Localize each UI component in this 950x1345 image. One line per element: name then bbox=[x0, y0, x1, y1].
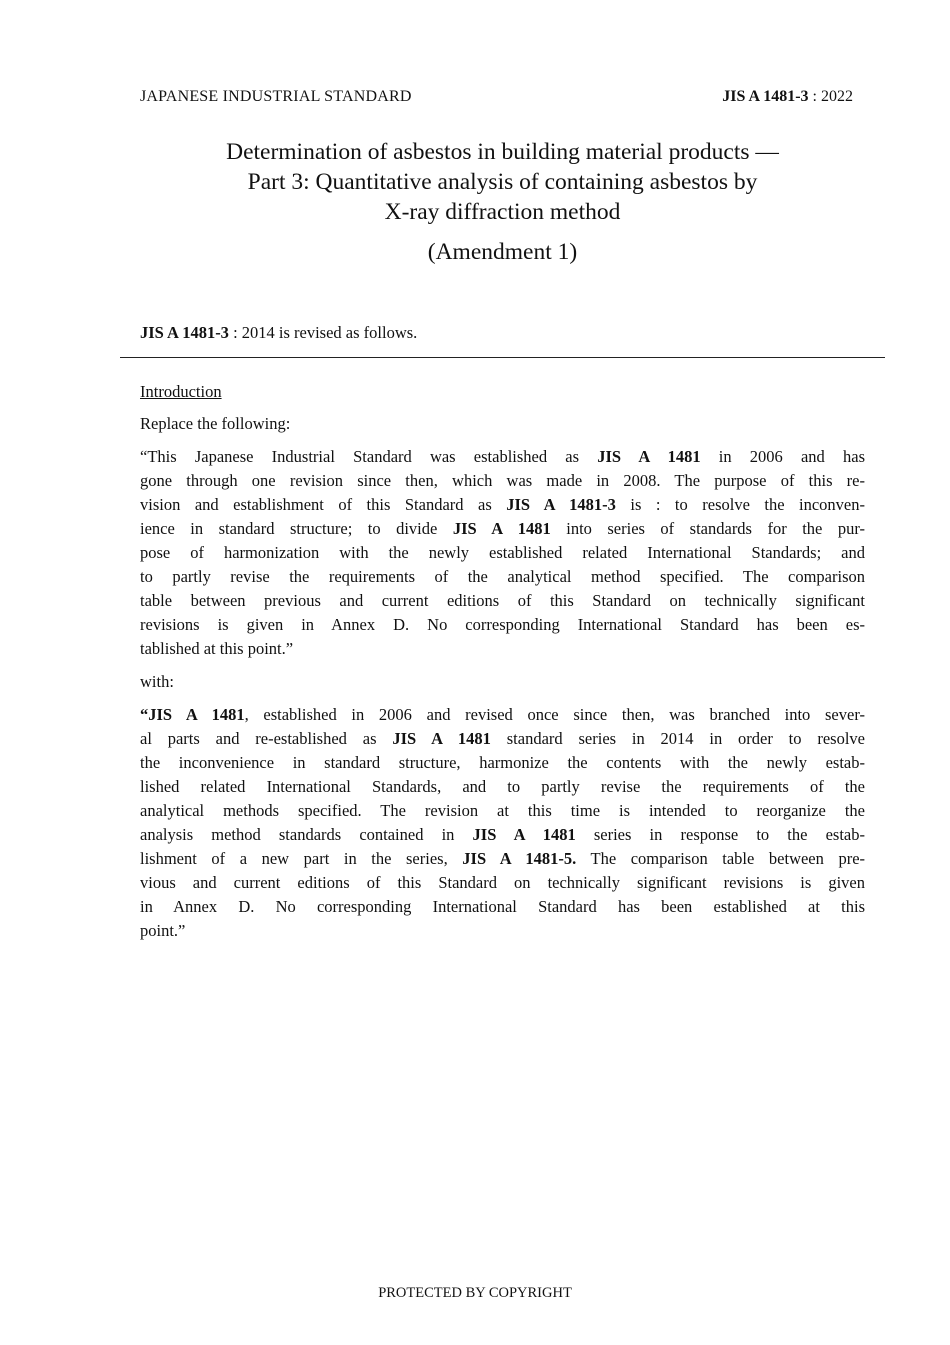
title-line-2: Part 3: Quantitative analysis of containing asbestos by bbox=[247, 169, 758, 195]
text-segment: analytical methods specified. The revision at this time is intended to reorganize the bbox=[140, 801, 865, 820]
text-segment: al parts and re-established as bbox=[140, 729, 393, 748]
revision-note-code: JIS A 1481-3 bbox=[140, 323, 229, 342]
replace-label: Replace the following: bbox=[140, 414, 291, 433]
standard-reference: JIS A 1481-5. bbox=[462, 849, 577, 868]
text-segment: revisions is given in Annex D. No corresponding International Standard has been es- bbox=[140, 615, 865, 634]
text-segment: gone through one revision since then, which was made in 2008. The purpose of this re- bbox=[140, 471, 865, 490]
text-segment: in Annex D. No corresponding International Standard has been established at this bbox=[140, 897, 865, 916]
text-segment: point.” bbox=[140, 921, 186, 940]
old-text-line bbox=[140, 565, 865, 589]
new-text-line bbox=[140, 919, 865, 943]
standard-reference: JIS A 1481 bbox=[472, 825, 576, 844]
standard-reference: JIS A 1481-3 bbox=[506, 495, 616, 514]
new-text-line bbox=[140, 895, 865, 919]
old-text-paragraph bbox=[140, 445, 865, 661]
with-label: with: bbox=[140, 672, 174, 691]
text-segment: lishment of a new part in the series, bbox=[140, 849, 463, 868]
header-year: : 2022 bbox=[808, 88, 853, 105]
new-text-line bbox=[140, 799, 865, 823]
text-segment: table between previous and current editions of this Standard on technically significant bbox=[140, 591, 865, 610]
old-text-line bbox=[140, 469, 865, 493]
old-text-line bbox=[140, 493, 865, 517]
text-segment: The comparison table between pre- bbox=[576, 849, 865, 868]
new-text-line bbox=[140, 703, 865, 727]
text-segment: pose of harmonization with the newly established related International Standards; and bbox=[140, 543, 865, 562]
revision-note bbox=[140, 323, 417, 343]
new-text-paragraph bbox=[140, 703, 865, 943]
old-text-line bbox=[140, 589, 865, 613]
text-segment: in 2006 and has bbox=[700, 447, 865, 466]
section-heading: Introduction bbox=[140, 382, 222, 401]
text-segment: “This Japanese Industrial Standard was established as bbox=[140, 447, 598, 466]
new-text-line bbox=[140, 775, 865, 799]
header-standard-label: JAPANESE INDUSTRIAL STANDARD bbox=[140, 88, 412, 105]
horizontal-divider bbox=[120, 357, 885, 358]
text-segment: ience in standard structure; to divide bbox=[140, 519, 453, 538]
standard-reference: “JIS A 1481 bbox=[140, 705, 245, 724]
text-segment: analysis method standards contained in bbox=[140, 825, 473, 844]
document-title bbox=[120, 137, 885, 267]
text-segment: lished related International Standards, and to partly revise the requirements of the bbox=[140, 777, 865, 796]
standard-reference: JIS A 1481 bbox=[452, 519, 551, 538]
revision-note-text: : 2014 is revised as follows. bbox=[228, 323, 418, 342]
old-text-line bbox=[140, 517, 865, 541]
standard-reference: JIS A 1481 bbox=[392, 729, 491, 748]
text-segment: tablished at this point.” bbox=[140, 639, 294, 658]
old-text-line bbox=[140, 613, 865, 637]
text-segment: to partly revise the requirements of the analytical method specified. The comparison bbox=[140, 567, 865, 586]
old-text-line bbox=[140, 445, 865, 469]
text-segment: , established in 2006 and revised once since then, was branched into sever- bbox=[244, 705, 865, 724]
copyright-footer: PROTECTED BY COPYRIGHT bbox=[378, 1285, 572, 1301]
old-text-line bbox=[140, 637, 865, 661]
header-standard-number bbox=[722, 88, 853, 106]
title-line-1: Determination of asbestos in building material products — bbox=[226, 139, 779, 165]
amendment-label: (Amendment 1) bbox=[427, 239, 578, 265]
new-text-line bbox=[140, 751, 865, 775]
new-text-line bbox=[140, 727, 865, 751]
old-text-line bbox=[140, 541, 865, 565]
new-text-line bbox=[140, 847, 865, 871]
text-segment: is : to resolve the inconven- bbox=[615, 495, 865, 514]
text-segment: standard series in 2014 in order to resolve bbox=[490, 729, 865, 748]
text-segment: vious and current editions of this Standard on technically significant revisions is given bbox=[140, 873, 865, 892]
new-text-line bbox=[140, 871, 865, 895]
text-segment: into series of standards for the pur- bbox=[550, 519, 865, 538]
header-code: JIS A 1481-3 bbox=[722, 88, 809, 105]
amendment-body bbox=[140, 380, 865, 952]
text-segment: the inconvenience in standard structure, harmonize the contents with the newly estab- bbox=[140, 753, 865, 772]
new-text-line bbox=[140, 823, 865, 847]
title-line-3: X-ray diffraction method bbox=[384, 199, 621, 225]
text-segment: vision and establishment of this Standard as bbox=[140, 495, 507, 514]
standard-reference: JIS A 1481 bbox=[597, 447, 701, 466]
text-segment: series in response to the estab- bbox=[575, 825, 865, 844]
